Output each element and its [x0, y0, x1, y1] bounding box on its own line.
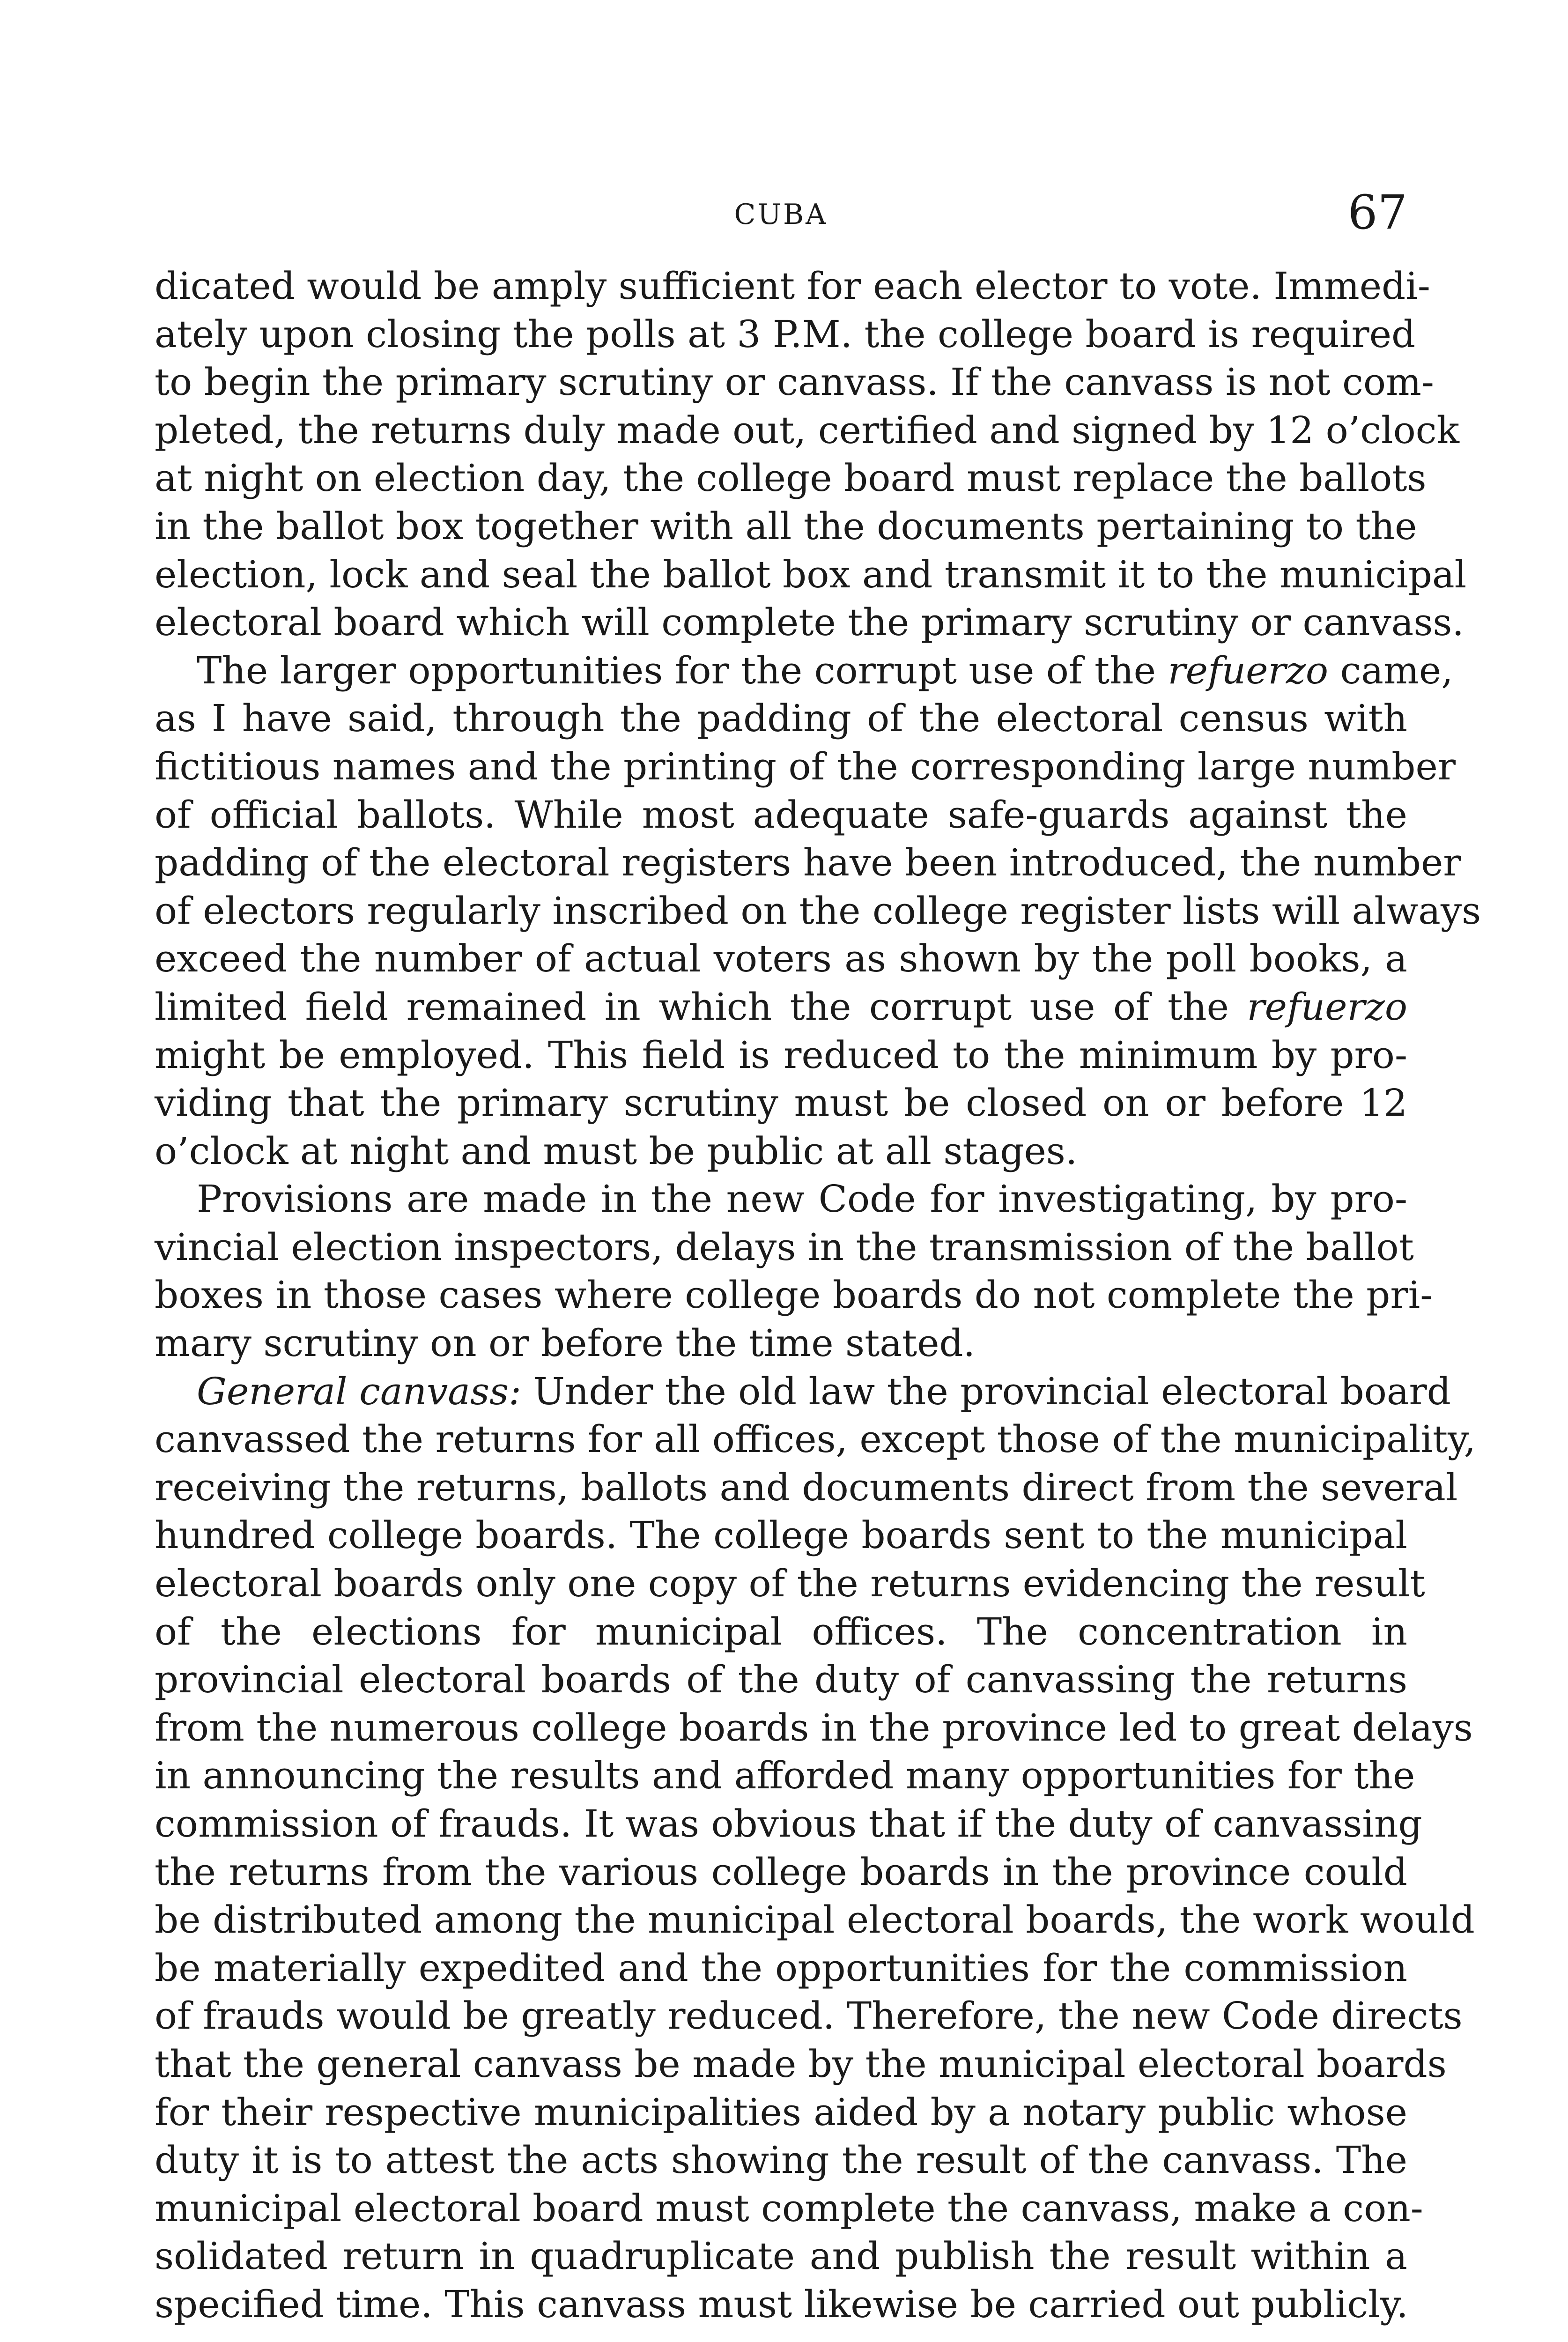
text-line: electoral boards only one copy of the returns evidencing the result: [155, 1562, 1425, 1606]
text-line: Provisions are made in the new Code for investigating, by pro-: [197, 1177, 1407, 1221]
running-title: CUBA: [734, 198, 828, 231]
text-line: padding of the electoral registers have been introduced, the number: [155, 841, 1461, 885]
text-line: mary scrutiny on or before the time stated.: [155, 1321, 976, 1365]
text-line: be materially expedited and the opportunities for the commission: [155, 1946, 1407, 1990]
text-run: limited field remained in which the corrupt use of the: [155, 985, 1247, 1029]
italic-term: General canvass:: [197, 1369, 522, 1413]
body-text: [155, 262, 1481, 2329]
text-line: at night on election day, the college board must replace the ballots: [155, 456, 1427, 500]
text-line: for their respective municipalities aided by a notary public whose: [155, 2090, 1407, 2134]
text-line: [155, 983, 1407, 1031]
text-line: solidated return in quadruplicate and publish the result within a: [155, 2234, 1407, 2278]
text-line: [155, 1368, 1451, 1416]
italic-term: refuerzo: [1168, 648, 1329, 692]
text-line: in announcing the results and afforded many opportunities for the: [155, 1754, 1415, 1798]
text-line: viding that the primary scrutiny must be closed on or before 12: [155, 1081, 1407, 1125]
text-line: receiving the returns, ballots and documents direct from the several: [155, 1465, 1458, 1509]
text-line: boxes in those cases where college boards do not complete the pri-: [155, 1273, 1433, 1317]
text-line: might be employed. This field is reduced to the minimum by pro-: [155, 1033, 1407, 1077]
text-line: to begin the primary scrutiny or canvass. If the canvass is not com-: [155, 360, 1434, 404]
text-line: fictitious names and the printing of the corresponding large number: [155, 744, 1456, 788]
text-run: Under the old law the provincial electoral board: [521, 1369, 1451, 1413]
text-line: provincial electoral boards of the duty of canvassing the returns: [155, 1658, 1407, 1702]
text-line: specified time. This canvass must likewise be carried out publicly.: [155, 2282, 1408, 2326]
text-line: pleted, the returns duly made out, certified and signed by 12 o’clock: [155, 408, 1460, 452]
text-line: o’clock at night and must be public at all stages.: [155, 1129, 1078, 1173]
running-head: [155, 185, 1407, 246]
text-line: of the elections for municipal offices. The concentration in: [155, 1609, 1407, 1653]
italic-term: refuerzo: [1247, 985, 1407, 1029]
text-line: the returns from the various college boards in the province could: [155, 1850, 1407, 1894]
page-number: 67: [1347, 185, 1407, 240]
text-line: of electors regularly inscribed on the college register lists will always: [155, 889, 1481, 933]
text-line: dicated would be amply sufficient for each elector to vote. Immedi-: [155, 264, 1430, 308]
text-line: from the numerous college boards in the province led to great delays: [155, 1705, 1473, 1749]
text-line: duty it is to attest the acts showing the result of the canvass. The: [155, 2138, 1407, 2182]
text-run: came,: [1328, 648, 1453, 692]
text-line: canvassed the returns for all offices, except those of the municipality,: [155, 1417, 1476, 1461]
text-line: that the general canvass be made by the municipal electoral boards: [155, 2042, 1447, 2086]
text-run: The larger opportunities for the corrupt use of the: [197, 648, 1168, 692]
text-line: exceed the number of actual voters as shown by the poll books, a: [155, 937, 1407, 981]
text-line: in the ballot box together with all the documents pertaining to the: [155, 504, 1417, 548]
text-line: hundred college boards. The college boards sent to the municipal: [155, 1513, 1407, 1557]
text-line: vincial election inspectors, delays in the transmission of the ballot: [155, 1225, 1414, 1269]
text-line: commission of frauds. It was obvious that if the duty of canvassing: [155, 1802, 1422, 1845]
text-line: ately upon closing the polls at 3 P.M. the college board is required: [155, 312, 1416, 356]
text-line: be distributed among the municipal electoral boards, the work would: [155, 1898, 1475, 1942]
text-line: municipal electoral board must complete the canvass, make a con-: [155, 2186, 1423, 2230]
text-line: as I have said, through the padding of the electoral census with: [155, 697, 1407, 741]
text-line: electoral board which will complete the primary scrutiny or canvass.: [155, 600, 1464, 645]
text-line: of official ballots. While most adequate safe-guards against the: [155, 793, 1407, 837]
text-line: election, lock and seal the ballot box and transmit it to the municipal: [155, 552, 1467, 596]
text-line: of frauds would be greatly reduced. Therefore, the new Code directs: [155, 1994, 1463, 2038]
text-line: [155, 647, 1453, 695]
